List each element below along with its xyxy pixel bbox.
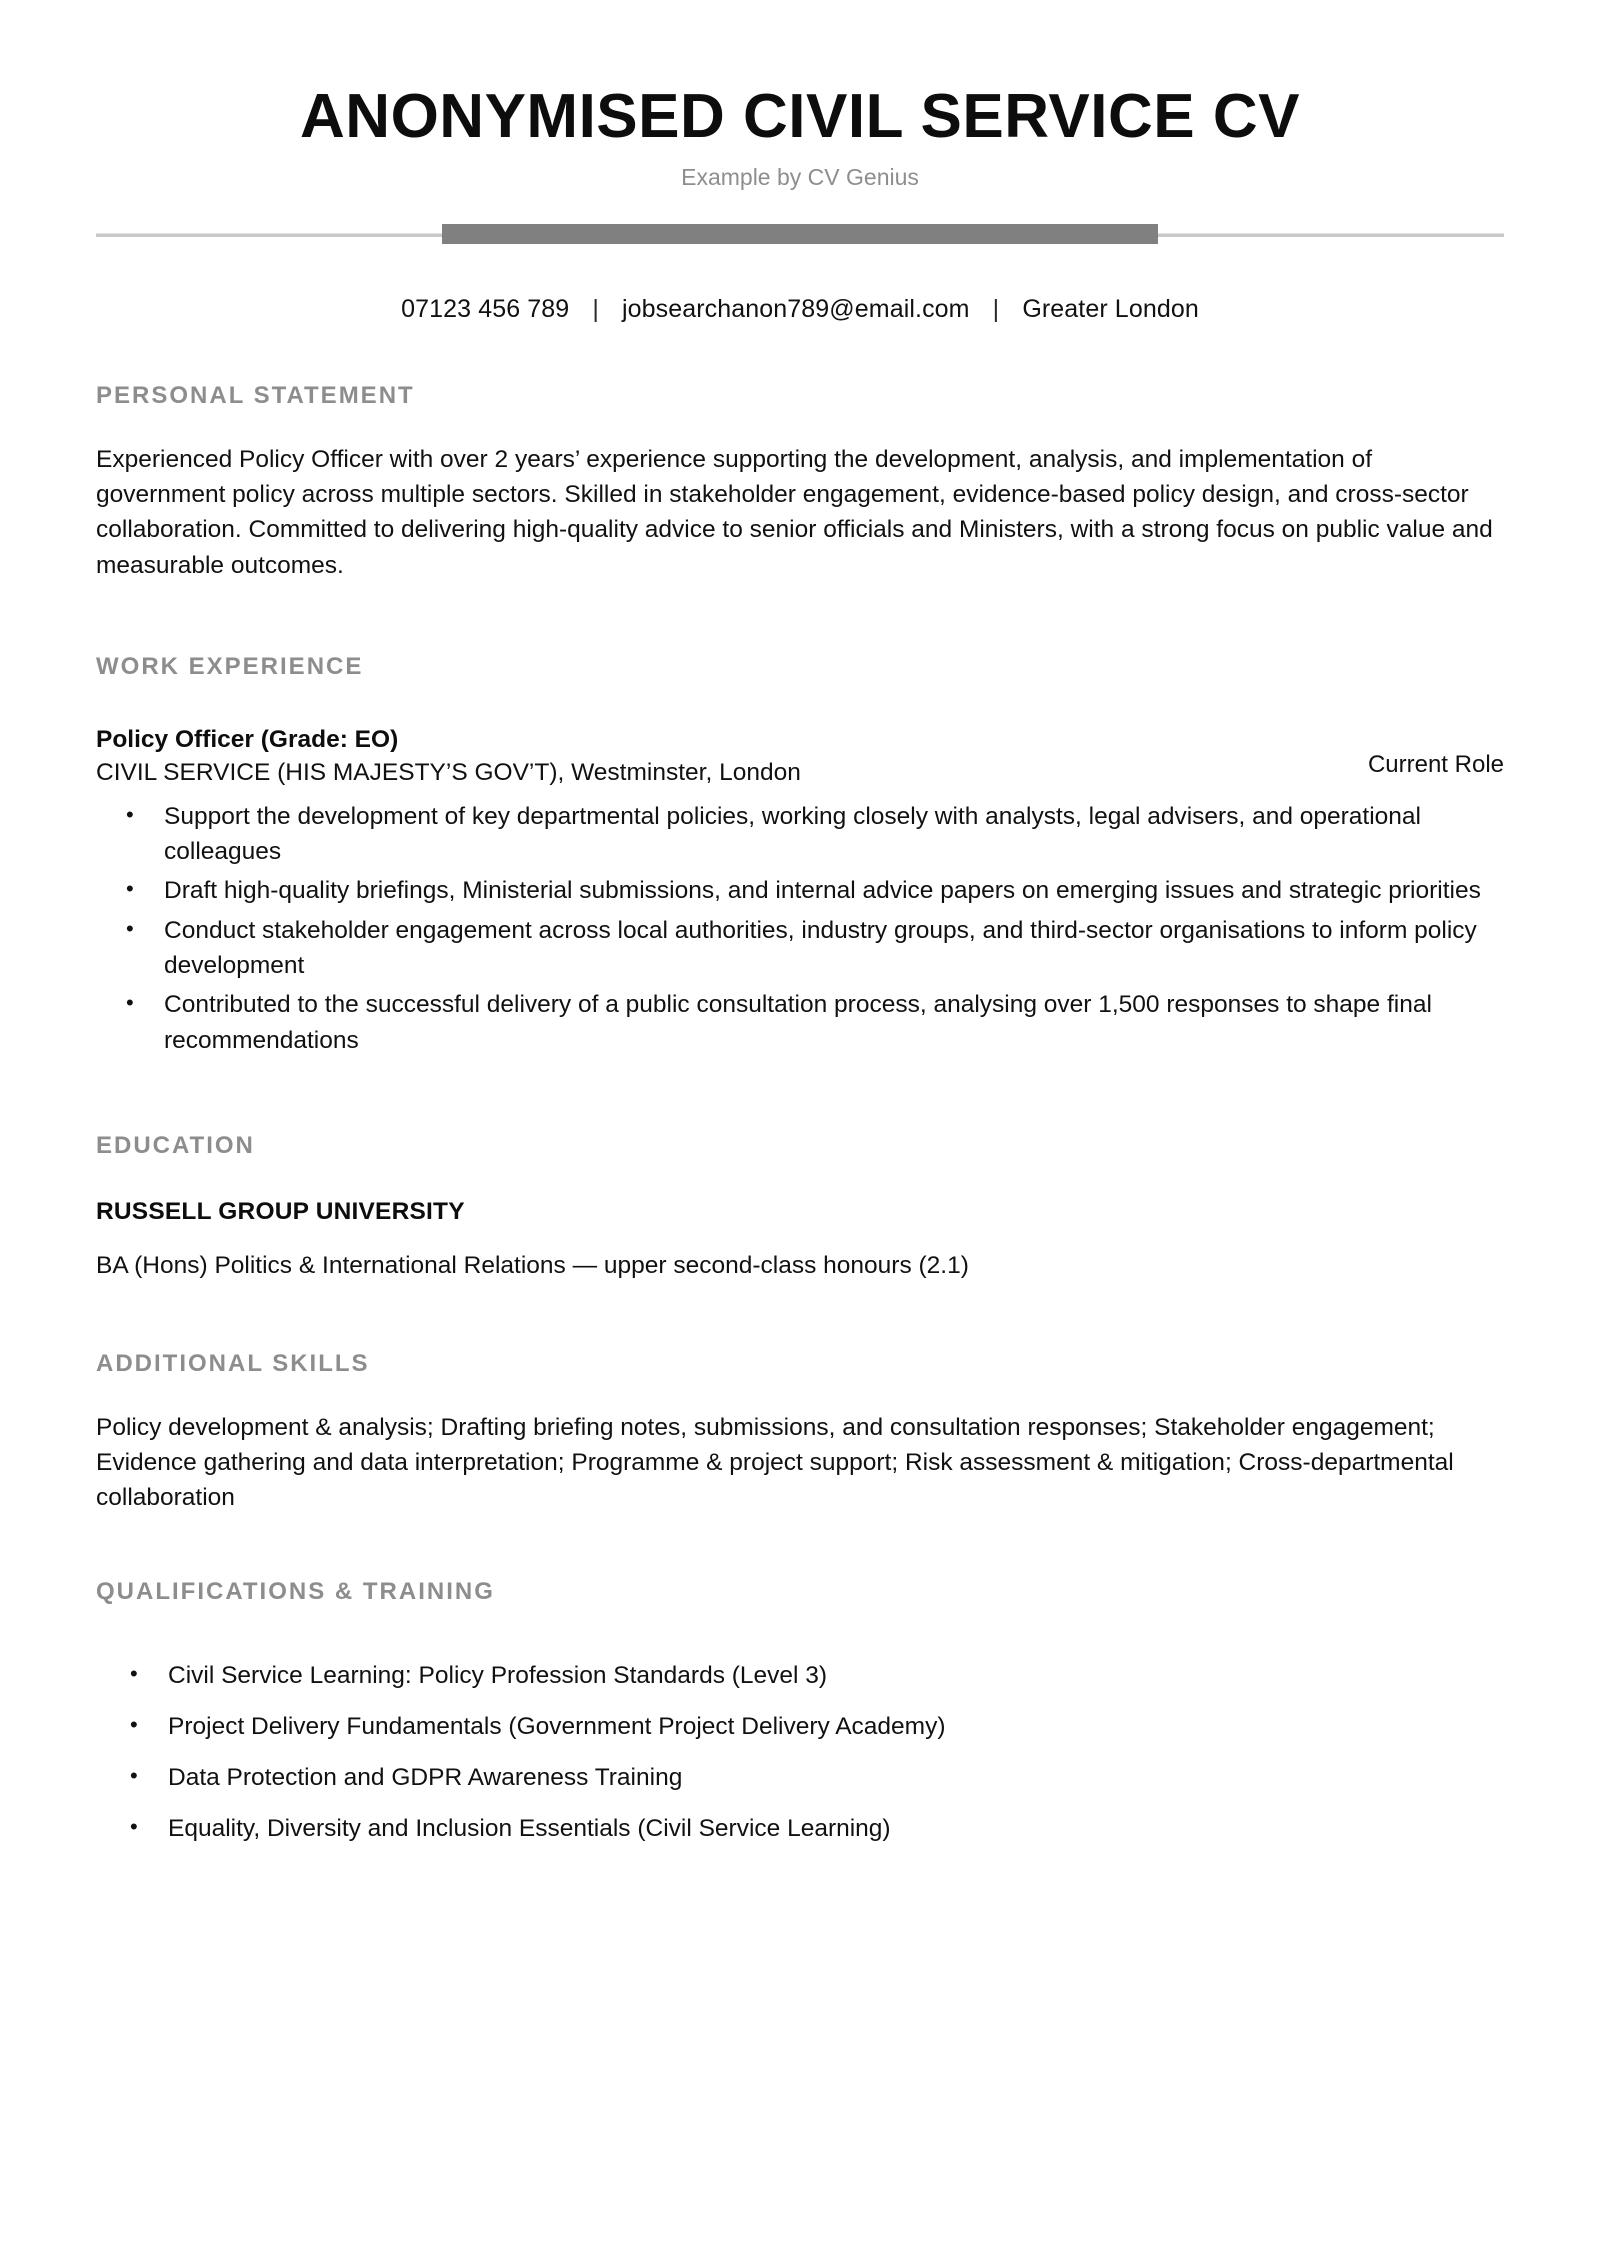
contact-phone: 07123 456 789 <box>401 294 570 323</box>
qualifications-list <box>96 1658 1504 1847</box>
list-item-text: Conduct stakeholder engagement across local authorities, industry groups, and third-sector organisations to inform policy development <box>164 916 1477 979</box>
contact-location: Greater London <box>1022 294 1199 323</box>
list-item <box>96 987 1504 1058</box>
contact-line <box>96 295 1504 324</box>
cv-header <box>96 0 1504 191</box>
list-item-text: Project Delivery Fundamentals (Government Project Delivery Academy) <box>168 1712 946 1740</box>
section-heading-personal-statement: PERSONAL STATEMENT <box>96 381 415 409</box>
education-school-name: RUSSELL GROUP UNIVERSITY <box>96 1197 465 1225</box>
page-title: ANONYMISED CIVIL SERVICE CV <box>300 82 1300 151</box>
bullet-icon: • <box>126 915 134 941</box>
list-item-text: Data Protection and GDPR Awareness Training <box>168 1764 683 1792</box>
section-heading-qualifications-training: QUALIFICATIONS & TRAINING <box>96 1577 495 1605</box>
divider-accent-bar <box>442 224 1158 244</box>
bullet-icon: • <box>130 1660 138 1686</box>
contact-separator-2: | <box>992 294 1000 323</box>
list-item-text: Equality, Diversity and Inclusion Essentials (Civil Service Learning) <box>168 1815 891 1843</box>
personal-statement-text: Experienced Policy Officer with over 2 years’ experience supporting the development, analysis, and implementation of government policy across multiple sectors. Skilled in stakeholder engagement, evidence-based policy design, and cross-sector collaboration. Committed to delivering high-quality advice to senior officials and Ministers, with a strong focus on public value and measurable outcomes. <box>96 445 1493 579</box>
section-body-education <box>96 1198 1504 1280</box>
section-qualifications-training <box>96 1578 1504 1847</box>
list-item-text: Draft high-quality briefings, Ministerial submissions, and internal advice papers on emerging issues and strategic priorities <box>164 877 1481 905</box>
list-item <box>96 913 1504 984</box>
bullet-icon: • <box>126 990 134 1016</box>
bullet-icon: • <box>126 801 134 827</box>
list-item <box>96 799 1504 870</box>
section-body-additional-skills <box>96 1410 1504 1516</box>
additional-skills-text: Policy development & analysis; Drafting briefing notes, submissions, and consultation responses; Stakeholder engagement; Evidence gathering and data interpretation; Programme & project support; Risk assessment & mitigation; Cross-departmental collaboration <box>96 1413 1454 1512</box>
job-date-range: Current Role <box>1367 750 1504 778</box>
page-subtitle: Example by CV Genius <box>681 163 919 190</box>
bullet-icon: • <box>126 876 134 902</box>
section-body-qualifications-training <box>96 1658 1504 1847</box>
education-degree: BA (Hons) Politics & International Relations — upper second-class honours (2.1) <box>96 1251 969 1279</box>
bullet-icon: • <box>130 1711 138 1737</box>
job-title: Policy Officer (Grade: EO) <box>96 725 399 753</box>
section-heading-education: EDUCATION <box>96 1131 255 1159</box>
job-company: CIVIL SERVICE (HIS MAJESTY’S GOV’T), Westminster, London <box>96 758 801 786</box>
section-education <box>96 1132 1504 1280</box>
header-divider <box>96 217 1504 251</box>
list-item <box>96 1811 1504 1846</box>
section-work-experience <box>96 653 1504 1058</box>
section-heading-additional-skills: ADDITIONAL SKILLS <box>96 1349 370 1377</box>
section-additional-skills <box>96 1350 1504 1516</box>
list-item-text: Support the development of key departmental policies, working closely with analysts, legal advisers, and operational colleagues <box>164 802 1422 866</box>
section-personal-statement <box>96 382 1504 583</box>
list-item-text: Contributed to the successful delivery of a public consultation process, analysing over 1,500 responses to shape final recommendations <box>164 991 1432 1054</box>
contact-separator-1: | <box>592 294 599 323</box>
list-item <box>96 1658 1504 1693</box>
list-item <box>96 1760 1504 1795</box>
contact-email: jobsearchanon789@email.com <box>621 294 970 323</box>
list-item <box>96 873 1504 908</box>
section-body-work-experience <box>96 723 1504 1058</box>
section-body-personal-statement <box>96 442 1504 583</box>
list-item <box>96 1709 1504 1744</box>
list-item-text: Civil Service Learning: Policy Profession Standards (Level 3) <box>168 1661 828 1689</box>
bullet-icon: • <box>130 1814 138 1840</box>
job-entry-header <box>96 723 1504 789</box>
bullet-icon: • <box>130 1763 138 1789</box>
job-bullet-list <box>96 799 1504 1058</box>
section-heading-work-experience: WORK EXPERIENCE <box>96 652 364 680</box>
